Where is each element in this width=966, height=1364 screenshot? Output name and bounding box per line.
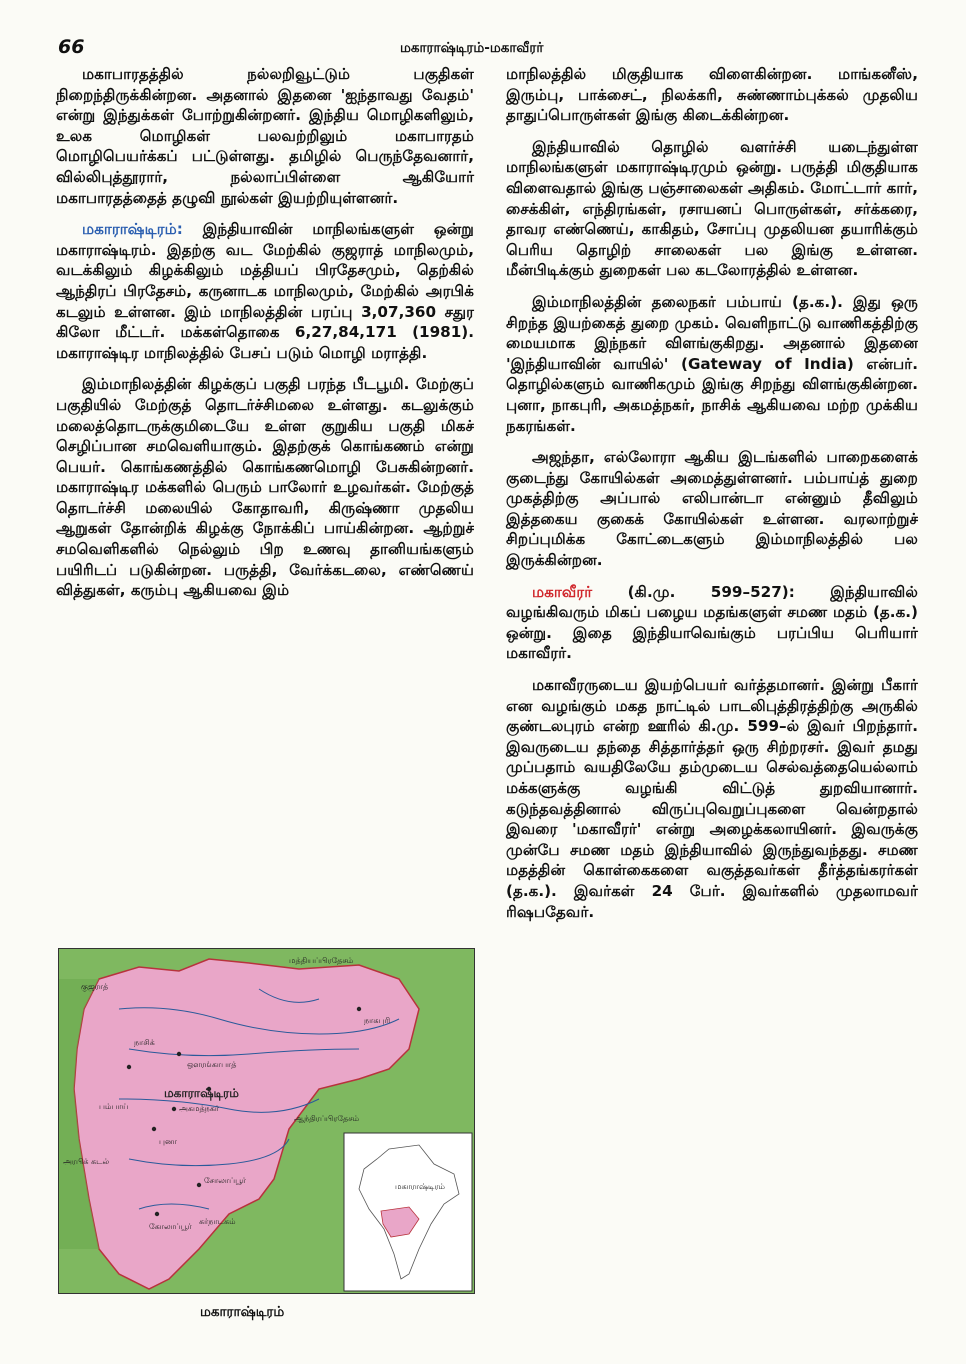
paragraph-text: (கி.மு. 599–527): இந்தியாவில் வழங்கிவரும் மிகப் பழைய மதங்களுள் சமண மதம் (த.க.) ஒன்று. இதை இந்தியாவெங்கும் பரப்பிய பெரியார் மகாவீரர். — [506, 582, 918, 663]
paragraph: அஜந்தா, எல்லோரா ஆகிய இடங்களில் பாறைகளைக் குடைந்து கோயில்கள் அமைத்துள்ளனர். பம்பாய்த் துறை முகத்திற்கு அப்பால் எலிபான்டா என்னும் தீவிலும் இத்தகைய குகைக் கோயில்கள் உள்ளன. வரலாற்றுச் சிறப்புமிக்க கோட்டைகளும் இம்மாநிலத்தில் பல இருக்கின்றன. — [506, 448, 918, 570]
paragraph: இந்தியாவில் தொழில் வளர்ச்சி யடைந்துள்ள மாநிலங்களுள் மகாராஷ்டிரமும் ஒன்று. பருத்தி மிகுதியாக விளைவதால் இங்கு பஞ்சாலைகள் அதிகம். மோட்டார் கார், சைக்கிள், எந்திரங்கள், ரசாயனப் பொருள்கள், சர்க்கரை, தாவர எண்ணெய், காகிதம், சோப்பு முதலியன தயாரிக்கும் பெரிய தொழிற் சாலைகள் பல இங்கு உள்ளன. மீன்பிடிக்கும் துறைகள் பல கடலோரத்தில் உள்ளன. — [506, 137, 918, 280]
inset-label: மகாராஷ்டிரம் — [395, 1182, 445, 1191]
map-svg — [59, 949, 474, 1293]
headword-maharashtra: மகாராஷ்டிரம்: — [82, 220, 183, 239]
map-label-nagpur: நாகபுரி — [364, 1016, 391, 1025]
map-label-pune: புனா — [159, 1137, 177, 1146]
map-label-ahmednagar: அகமத்நகர் — [179, 1104, 220, 1113]
map-label-bombay: பம்பாய் — [99, 1102, 129, 1111]
map-label-kolhapur: கோலாப்பூர் — [149, 1222, 192, 1231]
map-label-andhra-pradesh: ஆந்திரப்பிரதேசம் — [294, 1114, 360, 1123]
map-label-nashik: நாசிக் — [134, 1038, 155, 1047]
paragraph: இம்மாநிலத்தின் கிழக்குப் பகுதி பரந்த பீடபூமி. மேற்குப் பகுதியில் மேற்குத் தொடர்ச்சிமலை உள்ளது. கடலுக்கும் மலைத்தொடருக்குமிடையே உள்ள குறுகிய பகுதி மிகச் செழிப்பான சமவெளியாகும். இதற்குக் கொங்கணம் என்று பெயர். கொங்கணத்தில் கொங்கணமொழி பேசுகின்றனர். மகாராஷ்டிர மக்களில் பெரும் பாலோர் உழவர்கள். மேற்குத் தொடர்ச்சி மலையில் கோதாவரி, கிருஷ்ணா முதலிய ஆறுகள் தோன்றிக் கிழக்கு நோக்கிப் பாய்கின்றன. ஆற்றுச் சமவெளிகளில் நெல்லும் பிற உணவு தானியங்களும் பயிரிடப் படுகின்றன. பருத்தி, வேர்க்கடலை, எண்ணெய் வித்துகள், கரும்பு ஆகியவை இம் — [56, 375, 474, 600]
map-label-gujarat: குஜராத் — [81, 982, 109, 991]
maharashtra-map — [58, 948, 475, 1294]
map-label-arabian-sea: அரபிக் கடல் — [63, 1157, 110, 1166]
running-head: மகாராஷ்டிரம்-மகாவீரர் — [400, 40, 544, 56]
map-label-solapur: சோலாப்பூர் — [204, 1176, 247, 1185]
paragraph: இம்மாநிலத்தின் தலைநகர் பம்பாய் (த.க.). இது ஒரு சிறந்த இயற்கைத் துறை முகம். வெளிநாட்டு வாணிகத்திற்கு மையமாக இந்நகர் விளங்குகிறது. அதனால் இதனை 'இந்தியாவின் வாயில்' (Gateway of India) என்பர். தொழில்களும் வாணிகமும் இங்கு சிறந்து விளங்குகின்றன. புனா, நாகபுரி, அகமத்நகர், நாசிக் ஆகியவை மற்ற முக்கிய நகரங்கள். — [506, 292, 918, 435]
paragraph-text: இந்தியாவின் மாநிலங்களுள் ஒன்று மகாராஷ்டிரம். இதற்கு வட மேற்கில் குஜராத் மாநிலமும், வடக்கிலும் கிழக்கிலும் மத்தியப் பிரதேசமும், தெற்கில் ஆந்திரப் பிரதேசம், கருனாடக மாநிலமும், மேற்கில் அரபிக் கடலும் உள்ளன. இம் மாநிலத்தின் பரப்பு 3,07,360 சதுர கிலோ மீட்டர். மக்கள்தொகை 6,27,84,171 (1981). மகாராஷ்டிர மாநிலத்தில் பேசப் படும் மொழி மராத்தி. — [56, 220, 474, 362]
map-caption: மகாராஷ்டிரம் — [200, 1304, 285, 1320]
entry-mahavira — [506, 582, 918, 664]
entry-maharashtra — [56, 219, 474, 363]
left-column — [56, 64, 474, 612]
paragraph: மாநிலத்தில் மிகுதியாக விளைகின்றன. மாங்கனீஸ், இரும்பு, பாக்சைட், நிலக்கரி, சுண்ணாம்புக்கல் முதலிய தாதுப்பொருள்கள் இங்கு கிடைக்கின்றன. — [506, 65, 918, 125]
paragraph: மகாவீரருடைய இயற்பெயர் வர்த்தமானர். இன்று பீகார் என வழங்கும் மகத நாட்டில் பாடலிபுத்திரத்திற்கு அருகில் குண்டலபுரம் என்ற ஊரில் கி.மு. 599–ல் இவர் பிறந்தார். இவருடைய தந்தை சித்தார்த்தர் ஒரு சிற்றரசர். இவர் தமது முப்பதாம் வயதிலேயே தம்முடைய செல்வத்தையெல்லாம் மக்களுக்கு வழங்கி விட்டுத் துறவியானார். கடுந்தவத்தினால் விருப்புவெறுப்புகளை வென்றதால் இவரை 'மகாவீரர்' என்று அழைக்கலாயினர். இவருக்கு முன்பே சமண மதம் இந்தியாவில் இருந்துவந்தது. சமண மதத்தின் கொள்கைகளை வகுத்தவர்கள் தீர்த்தங்கரர்கள் (த.க.). இவர்கள் 24 பேர். இவர்களில் முதலாமவர் ரிஷபதேவர். — [506, 676, 918, 921]
right-column — [506, 64, 918, 933]
paragraph: மகாபாரதத்தில் நல்லறிவூட்டும் பகுதிகள் நிறைந்திருக்கின்றன. அதனால் இதனை 'ஐந்தாவது வேதம்' என்று இந்துக்கள் போற்றுகின்றனர். இந்திய மொழிகளிலும், உலக மொழிகள் பலவற்றிலும் மகாபாரதம் மொழிபெயர்க்கப் பட்டுள்ளது. தமிழில் பெருந்தேவனார், வில்லிபுத்தூரார், நல்லாப்பிள்ளை ஆகியோர் மகாபாரதத்தைத் தழுவி நூல்கள் இயற்றியுள்ளனர். — [56, 65, 474, 207]
map-label-karnataka: கர்நாடகம் — [199, 1217, 236, 1226]
inset-map — [344, 1133, 472, 1291]
page-number: 66 — [58, 36, 85, 58]
headword-mahavira: மகாவீரர் — [532, 582, 593, 601]
map-label-madhya-pradesh: மத்தியப்பிரதேசம் — [289, 956, 354, 965]
map-label-state: மகாராஷ்டிரம் — [164, 1086, 239, 1100]
map-label-aurangabad: ஔரங்காபாத் — [187, 1060, 237, 1069]
